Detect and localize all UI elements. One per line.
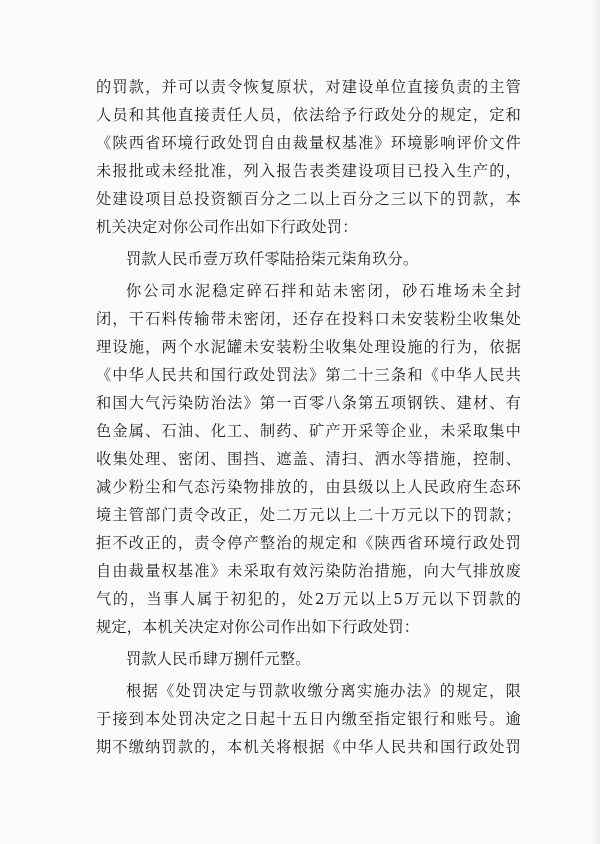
text-line: 机关决定对你公司作出如下行政处罚： — [96, 218, 358, 236]
text-line: 色金属、石油、化工、制药、矿产开采等企业，未采取集中 — [96, 422, 521, 440]
text-line: 规定，本机关决定对你公司作出如下行政处罚： — [96, 618, 420, 636]
text-line: 自由裁量权基准》未采取有效污染防治措施，向大气排放废 — [96, 562, 521, 580]
text-line: 的罚款，并可以责令恢复原状，对建设单位直接负责的主管 — [96, 78, 521, 96]
text-line: 人员和其他直接责任人员，依法给予行政处分的规定，定和 — [96, 106, 521, 124]
text-line: 未报批或未经批准，列入报告表类建设项目已投入生产的， — [96, 162, 521, 180]
text-line: 你公司水泥稳定碎石拌和站未密闭，砂石堆场未全封 — [126, 282, 521, 300]
text-line: 《中华人民共和国行政处罚法》第二十三条和《中华人民共 — [96, 366, 521, 384]
document-body — [96, 73, 521, 761]
text-line: 拒不改正的，责令停产整治的规定和《陕西省环境行政处罚 — [96, 534, 521, 552]
text-line: 处建设项目总投资额百分之二以上百分之三以下的罚款，本 — [96, 190, 521, 208]
text-line: 和国大气污染防治法》第一百零八条第五项钢铁、建材、有 — [96, 394, 521, 412]
text-line: 《陕西省环境行政处罚自由裁量权基准》环境影响评价文件 — [96, 134, 521, 152]
text-line: 根据《处罚决定与罚款收缴分离实施办法》的规定，限 — [126, 682, 521, 700]
text-line: 期不缴纳罚款的，本机关将根据《中华人民共和国行政处罚 — [96, 738, 521, 756]
text-line: 气的，当事人属于初犯的，处2万元以上5万元以下罚款的 — [96, 590, 521, 608]
text-line: 收集处理、密闭、围挡、遮盖、清扫、洒水等措施，控制、 — [96, 450, 521, 468]
text-line: 理设施，两个水泥罐未安装粉尘收集处理设施的行为，依据 — [96, 338, 521, 356]
page-edge-shadow — [590, 0, 600, 844]
text-line: 减少粉尘和气态污染物排放的，由县级以上人民政府生态环 — [96, 478, 521, 496]
text-line: 闭，干石料传输带未密闭，还存在投料口未安装粉尘收集处 — [96, 310, 521, 328]
penalty-amount-line: 罚款人民币壹万玖仟零陆拾柒元柒角玖分。 — [126, 250, 419, 268]
penalty-amount-line: 罚款人民币肆万捌仟元整。 — [126, 650, 311, 668]
text-line: 于接到本处罚决定之日起十五日内缴至指定银行和账号。逾 — [96, 710, 521, 728]
text-line: 境主管部门责令改正，处二万元以上二十万元以下的罚款； — [96, 506, 521, 524]
